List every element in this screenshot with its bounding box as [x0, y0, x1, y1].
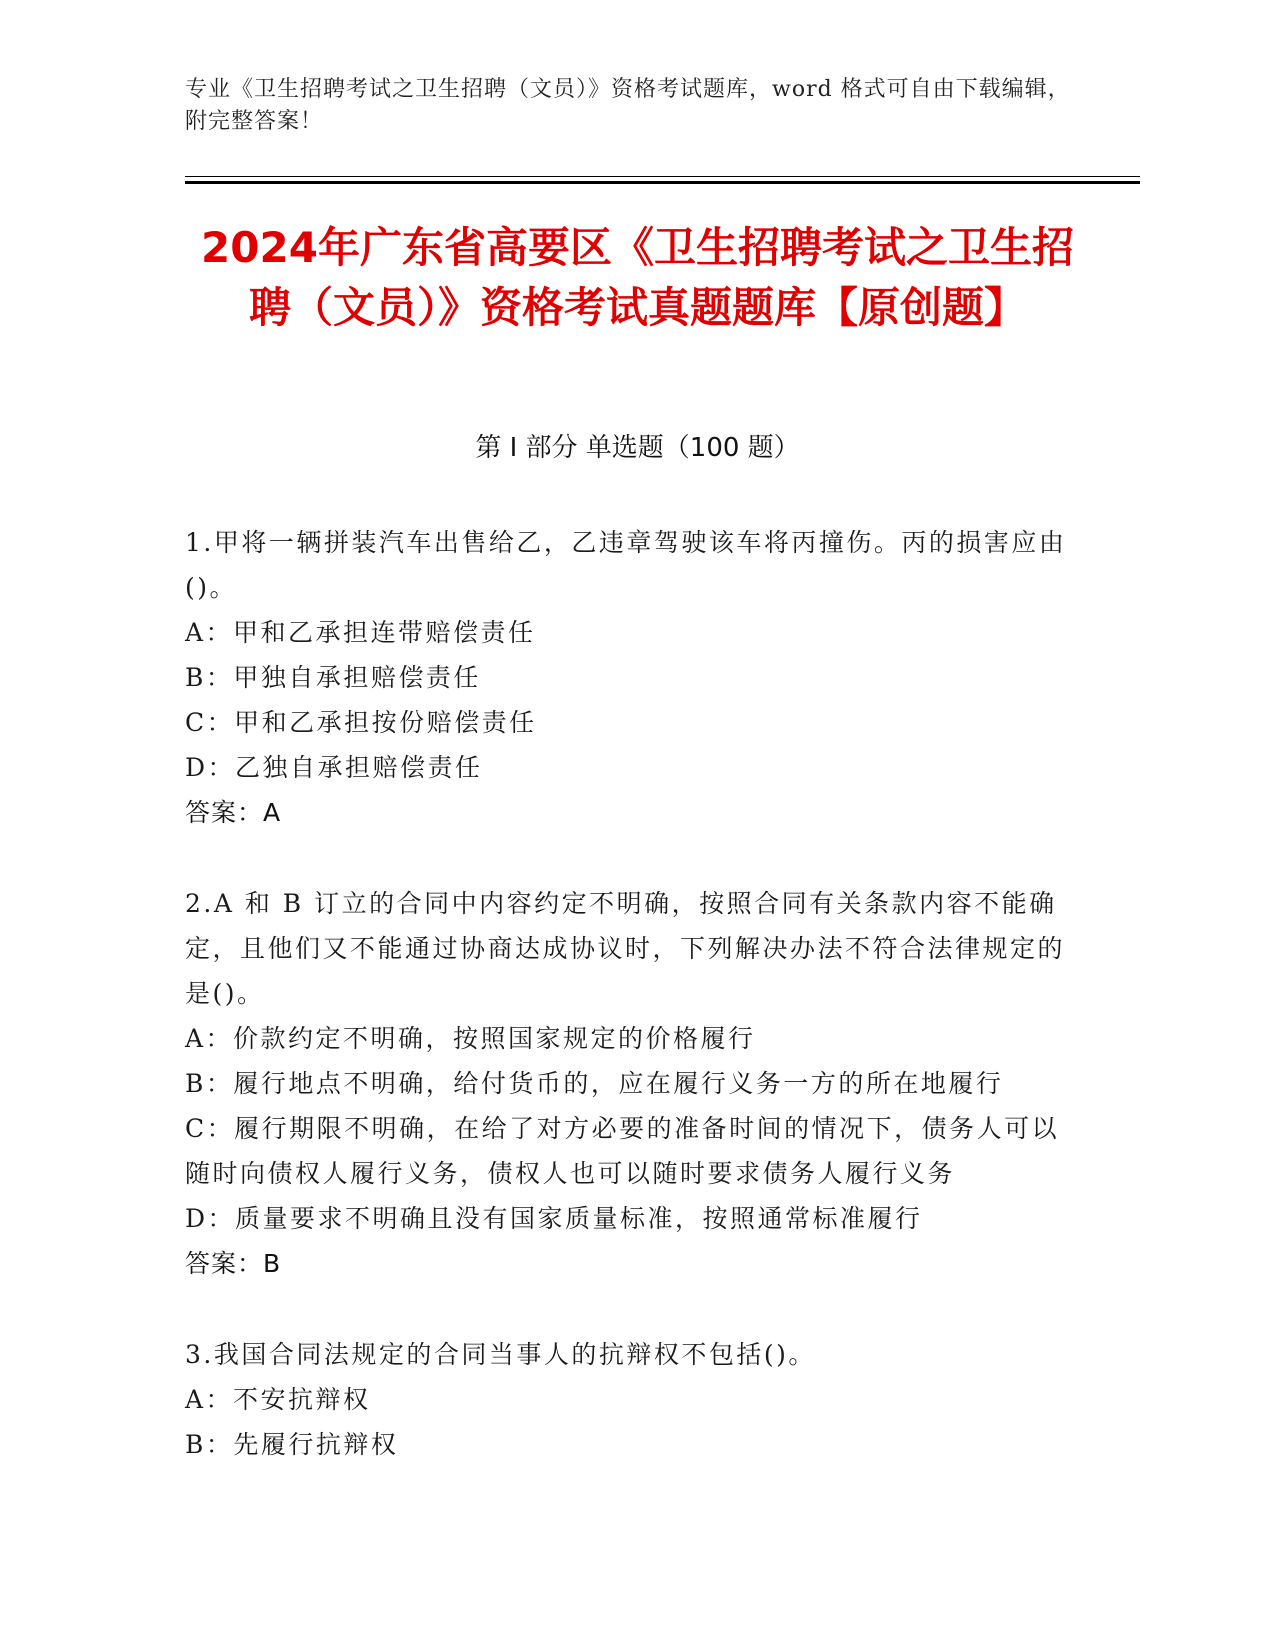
question-stem: 3.我国合同法规定的合同当事人的抗辩权不包括()。: [185, 1340, 816, 1369]
option-b: B：甲独自承担赔偿责任: [185, 663, 481, 692]
answer: 答案：B: [185, 1249, 282, 1278]
question-list: [185, 520, 1075, 1513]
header-divider-thin: [185, 176, 1140, 177]
option-b: B：履行地点不明确，给付货币的，应在履行义务一方的所在地履行: [185, 1069, 1004, 1098]
question-2: [185, 881, 1075, 1286]
section-heading: 第 I 部分 单选题（100 题）: [475, 433, 800, 463]
option-a: A：甲和乙承担连带赔偿责任: [185, 618, 536, 647]
option-c: C：甲和乙承担按份赔偿责任: [185, 708, 537, 737]
question-3: [185, 1332, 1075, 1467]
option-a: A：不安抗辩权: [185, 1385, 371, 1414]
question-stem: 2.A 和 B 订立的合同中内容约定不明确，按照合同有关条款内容不能确定，且他们又不能通过协商达成协议时，下列解决办法不符合法律规定的是()。: [185, 889, 1066, 1008]
option-b: B：先履行抗辩权: [185, 1430, 399, 1459]
question-1: [185, 520, 1075, 835]
option-d: D：质量要求不明确且没有国家质量标准，按照通常标准履行: [185, 1204, 923, 1233]
option-d: D：乙独自承担赔偿责任: [185, 753, 483, 782]
document-title: 2024年广东省高要区《卫生招聘考试之卫生招聘（文员）》资格考试真题题库【原创题】: [201, 223, 1074, 332]
option-a: A：价款约定不明确，按照国家规定的价格履行: [185, 1024, 756, 1053]
question-stem: 1.甲将一辆拼装汽车出售给乙，乙违章驾驶该车将丙撞伤。丙的损害应由()。: [185, 528, 1067, 602]
answer: 答案：A: [185, 798, 282, 827]
option-c: C：履行期限不明确，在给了对方必要的准备时间的情况下，债务人可以随时向债权人履行义务，债权人也可以随时要求债务人履行义务: [185, 1114, 1060, 1188]
header-divider-thick: [185, 181, 1140, 184]
header-note: 专业《卫生招聘考试之卫生招聘（文员）》资格考试题库，word 格式可自由下载编辑，附完整答案！: [185, 77, 1071, 134]
